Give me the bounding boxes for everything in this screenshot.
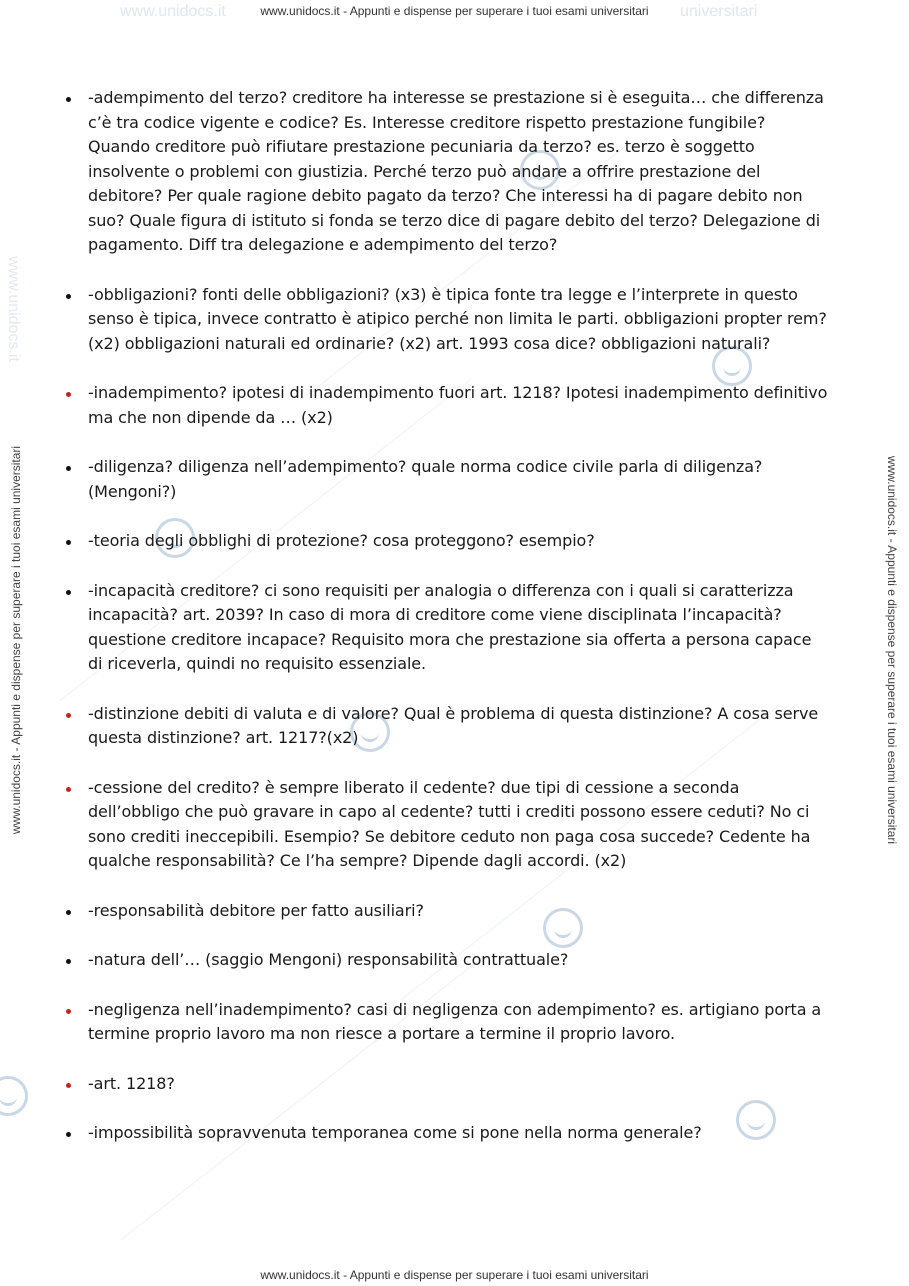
watermark-ghost-text: www.unidocs.it	[120, 3, 226, 20]
bullet-icon	[66, 294, 71, 299]
watermark-logo-icon	[0, 1076, 28, 1116]
bullet-icon	[66, 1132, 71, 1137]
list-item	[60, 579, 830, 677]
item-text: -cessione del credito? è sempre liberato il cedente? due tipi di cessione a seconda dell’obbligo che può gravare in capo al cedente? tutti i crediti possono essere ceduti? No ci sono crediti ineccepibili. Esempio? Se debitore ceduto non paga cosa succede? Cedente ha qualche responsabilità? Ce l’ha sempre? Dipende dagli accordi. (x2)	[88, 777, 811, 870]
list-item	[60, 776, 830, 874]
item-text: -distinzione debiti di valuta e di valore? Qual è problema di questa distinzione? A cosa serve questa distinzione? art. 1217?(x2)	[88, 703, 819, 747]
item-text: -inadempimento? ipotesi di inadempimento fuori art. 1218? Ipotesi inadempimento definitivo ma che non dipende da … (x2)	[88, 383, 828, 427]
list-item	[60, 1072, 830, 1097]
item-text: -impossibilità sopravvenuta temporanea come si pone nella norma generale?	[88, 1123, 702, 1142]
bullet-icon	[66, 97, 71, 102]
watermark-left: www.unidocs.it - Appunti e dispense per superare i tuoi esami universitari	[9, 445, 23, 835]
bullet-icon	[66, 1009, 71, 1014]
watermark-ghost-text: universitari	[680, 3, 758, 20]
bullet-icon	[66, 590, 71, 595]
list-item	[60, 998, 830, 1047]
bullet-icon	[66, 466, 71, 471]
bullet-icon	[66, 713, 71, 718]
watermark-right: www.unidocs.it - Appunti e dispense per superare i tuoi esami universitari	[885, 455, 899, 845]
watermark-bottom: www.unidocs.it - Appunti e dispense per superare i tuoi esami universitari	[260, 1268, 649, 1282]
item-text: -teoria degli obblighi di protezione? cosa proteggono? esempio?	[88, 531, 595, 550]
list-item	[60, 283, 830, 357]
bullet-icon	[66, 1083, 71, 1088]
bullet-icon	[66, 959, 71, 964]
item-text: -incapacità creditore? ci sono requisiti per analogia o differenza con i quali si caratterizza incapacità? art. 2039? In caso di mora di creditore come viene disciplinata l’incapacità? questione creditore incapace? Requisito mora che prestazione sia offerta a persona capace di riceverla, quindi no requisito essenziale.	[88, 580, 812, 673]
question-list	[60, 86, 830, 1171]
list-item	[60, 381, 830, 430]
item-text: -obbligazioni? fonti delle obbligazioni? (x3) è tipica fonte tra legge e l’interprete in questo senso è tipica, invece contratto è atipico perché non limita le parti. obbligazioni propter rem? (x2) obbligazioni naturali ed ordinarie? (x2) art. 1993 cosa dice? obbligazioni naturali?	[88, 284, 827, 353]
watermark-top: www.unidocs.it - Appunti e dispense per superare i tuoi esami universitari	[260, 4, 649, 18]
watermark-ghost-text: www.unidocs.it	[4, 256, 22, 362]
bullet-icon	[66, 392, 71, 397]
bullet-icon	[66, 540, 71, 545]
list-item	[60, 702, 830, 751]
bullet-icon	[66, 910, 71, 915]
item-text: -responsabilità debitore per fatto ausiliari?	[88, 900, 424, 920]
bullet-icon	[66, 787, 71, 792]
item-text: -natura dell’… (saggio Mengoni) responsabilità contrattuale?	[88, 950, 569, 969]
list-item	[60, 1121, 830, 1146]
list-item	[60, 948, 830, 973]
item-text: -negligenza nell’inadempimento? casi di negligenza con adempimento? es. artigiano porta a termine proprio lavoro ma non riesce a portare a termine il proprio lavoro.	[88, 999, 822, 1043]
list-item	[60, 529, 830, 554]
item-text: -diligenza? diligenza nell’adempimento? quale norma codice civile parla di diligenza? (Mengoni?)	[88, 457, 763, 501]
list-item	[60, 899, 830, 924]
list-item	[60, 86, 830, 258]
list-item	[60, 455, 830, 504]
item-text: -art. 1218?	[88, 1073, 175, 1093]
item-text: -adempimento del terzo? creditore ha interesse se prestazione si è eseguita… che differenza c’è tra codice vigente e codice? Es. Interesse creditore rispetto prestazione fungibile? Quando creditore può rifiutare prestazione pecuniaria da terzo? es. terzo è soggetto insolvente o problemi con giustizia. Perché terzo può andare a offrire prestazione del debitore? Per quale ragione debito pagato da terzo? Che interessi ha di pagare debito non suo? Quale figura di istituto si fonda se terzo dice di pagare debito del terzo? Delegazione di pagamento. Diff tra delegazione e adempimento del terzo?	[88, 88, 824, 254]
